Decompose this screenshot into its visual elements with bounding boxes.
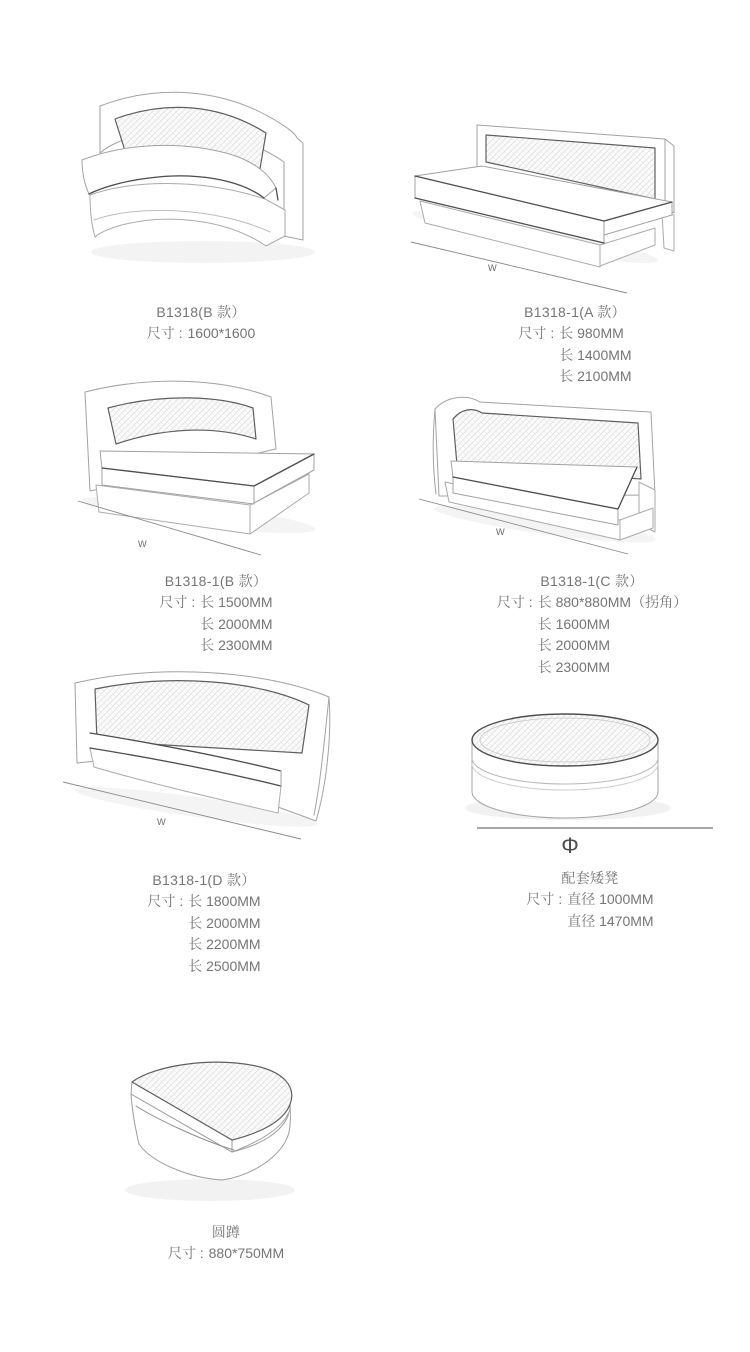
armless-sofa-sketch — [385, 55, 705, 295]
dimension-value: 长 2200MM — [188, 936, 261, 953]
figure-round-stool — [420, 680, 720, 860]
dimension-value: 长 2300MM — [200, 637, 273, 654]
label-b1318-1-b — [159, 570, 272, 657]
curved-sofa-sketch — [38, 40, 368, 295]
label-half-round-stool — [168, 1221, 284, 1270]
product-title: B1318-1(D 款） — [152, 872, 256, 888]
size-prefix: 尺寸 : — [496, 594, 533, 610]
product-title: B1318-1(C 款） — [540, 573, 644, 589]
dimension-value: 长 1600MM — [537, 615, 611, 632]
dimension-list — [168, 1243, 284, 1265]
dimension-value: 长 2000MM — [188, 914, 261, 931]
product-title: 圆蹲 — [211, 1224, 241, 1240]
chaise-sketch — [38, 335, 368, 560]
dimension-list — [526, 889, 653, 932]
dimension-value: 长 2100MM — [559, 368, 632, 385]
label-round-stool — [526, 867, 653, 932]
product-title: B1318(B 款） — [156, 304, 246, 320]
figure-b1318-b — [38, 40, 368, 295]
dimension-value: 直径 1470MM — [567, 912, 654, 929]
dimension-list — [147, 891, 260, 978]
width-marker: w — [138, 536, 147, 550]
dimension-value: 长 2000MM — [200, 615, 273, 632]
dimension-value: 长 2000MM — [537, 637, 611, 654]
figure-b1318-1-b — [38, 335, 368, 560]
dimension-value: 880*750MM — [208, 1245, 285, 1261]
dimension-value: 直径 1000MM — [567, 891, 654, 907]
corner-sofa-sketch — [385, 362, 705, 557]
dimension-value: 长 1800MM — [188, 893, 261, 909]
dimension-list — [159, 592, 272, 657]
dimension-value: 长 2300MM — [537, 659, 611, 676]
figure-b1318-1-d — [38, 655, 368, 840]
size-prefix: 尺寸 : — [526, 891, 563, 907]
size-prefix: 尺寸 : — [518, 325, 555, 341]
dimension-list — [497, 592, 687, 679]
diameter-marker: Φ — [561, 833, 579, 858]
size-prefix: 尺寸 : — [159, 594, 196, 610]
half-round-ottoman-sketch — [60, 1040, 360, 1220]
figure-b1318-1-c — [385, 362, 705, 557]
product-title: B1318-1(B 款） — [164, 573, 268, 589]
size-prefix: 尺寸 : — [147, 893, 184, 909]
label-b1318-1-d — [147, 869, 260, 978]
arm-sofa-sketch — [38, 655, 368, 840]
dimension-value: 长 2500MM — [188, 958, 261, 975]
dimension-value: 1600*1600 — [187, 325, 256, 341]
width-marker: w — [157, 814, 166, 828]
width-marker: w — [488, 260, 497, 274]
product-title: B1318-1(A 款） — [524, 304, 626, 320]
figure-half-round-stool — [60, 1040, 360, 1220]
size-prefix: 尺寸 : — [146, 325, 183, 341]
figure-b1318-1-a — [385, 55, 705, 295]
dimension-value: 长 1400MM — [559, 346, 632, 363]
product-title: 配套矮凳 — [561, 870, 619, 886]
dimension-value: 长 1500MM — [200, 594, 273, 610]
label-b1318-1-c — [497, 570, 687, 679]
width-marker: w — [496, 524, 505, 538]
dimension-value: 长 980MM — [559, 325, 624, 341]
size-prefix: 尺寸 : — [167, 1245, 204, 1261]
dimension-value: 长 880*880MM（拐角） — [537, 594, 688, 610]
round-ottoman-sketch — [420, 680, 720, 860]
